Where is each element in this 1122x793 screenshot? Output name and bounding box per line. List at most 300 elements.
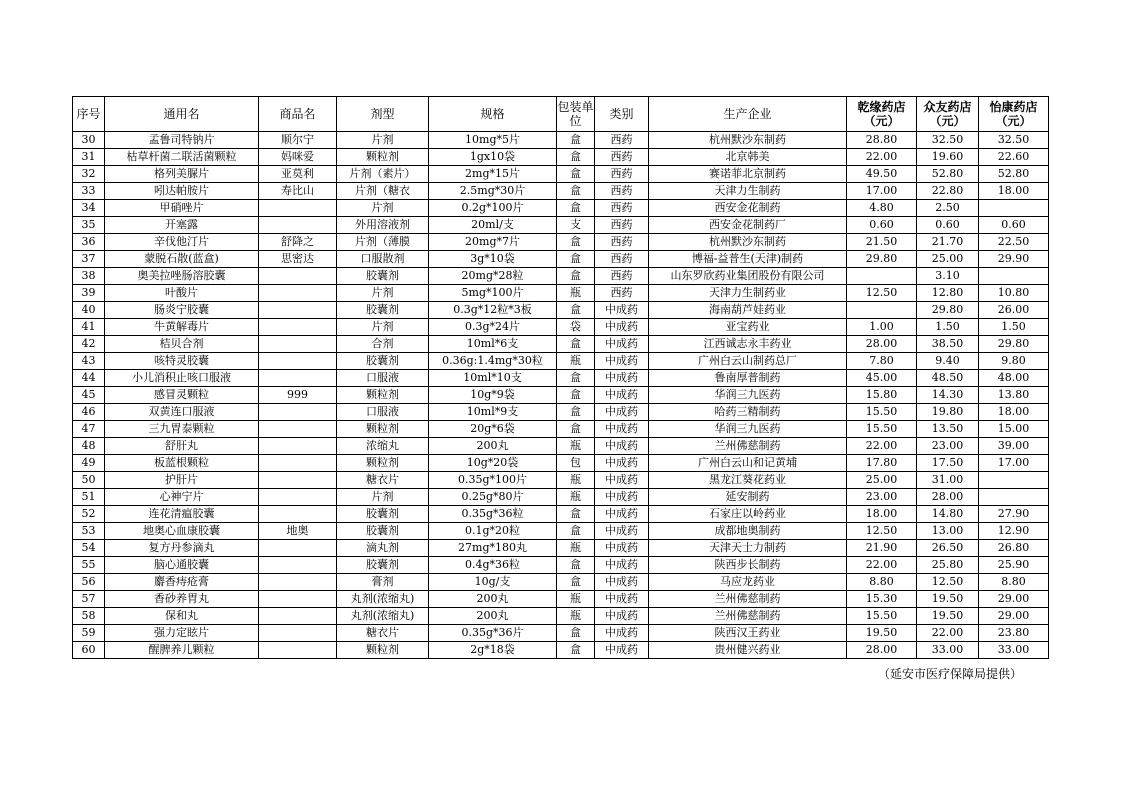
seq-cell: 56 <box>73 574 105 591</box>
table-row <box>73 268 1049 285</box>
dosage-form-cell: 浓缩丸 <box>337 438 429 455</box>
price-zhongyou-cell: 19.50 <box>917 591 979 608</box>
spec-cell: 10ml*6支 <box>429 336 557 353</box>
price-qianyuan-cell: 22.00 <box>847 438 917 455</box>
dosage-form-cell: 颗粒剂 <box>337 455 429 472</box>
dosage-form-cell: 片剂 <box>337 132 429 149</box>
price-qianyuan-cell: 18.00 <box>847 506 917 523</box>
manufacturer-cell: 北京韩美 <box>649 149 847 166</box>
trade-name-cell: 地奥 <box>259 523 337 540</box>
manufacturer-cell: 黑龙江葵花药业 <box>649 472 847 489</box>
dosage-form-cell: 丸剂(浓缩丸) <box>337 608 429 625</box>
manufacturer-cell: 江西诚志永丰药业 <box>649 336 847 353</box>
seq-cell: 54 <box>73 540 105 557</box>
price-qianyuan-cell: 29.80 <box>847 251 917 268</box>
dosage-form-cell: 糖衣片 <box>337 472 429 489</box>
store-zhongyou-unit: （元） <box>929 114 966 128</box>
price-qianyuan-cell: 15.50 <box>847 404 917 421</box>
price-qianyuan-cell: 23.00 <box>847 489 917 506</box>
spec-cell: 0.1g*20粒 <box>429 523 557 540</box>
table-row <box>73 557 1049 574</box>
trade-name-cell <box>259 404 337 421</box>
table-row <box>73 540 1049 557</box>
header-pack-unit: 包装单位 <box>557 97 595 132</box>
table-row <box>73 625 1049 642</box>
dosage-form-cell: 片剂 <box>337 489 429 506</box>
manufacturer-cell: 广州白云山和记黄埔 <box>649 455 847 472</box>
trade-name-cell: 寿比山 <box>259 183 337 200</box>
table-row <box>73 336 1049 353</box>
spec-cell: 0.36g:1.4mg*30粒 <box>429 353 557 370</box>
manufacturer-cell: 海南葫芦娃药业 <box>649 302 847 319</box>
seq-cell: 44 <box>73 370 105 387</box>
dosage-form-cell: 口服液 <box>337 370 429 387</box>
drug-price-table <box>72 96 1049 659</box>
table-row <box>73 353 1049 370</box>
table-row <box>73 200 1049 217</box>
pack-unit-cell: 盒 <box>557 404 595 421</box>
price-zhongyou-cell: 12.50 <box>917 574 979 591</box>
price-zhongyou-cell: 14.80 <box>917 506 979 523</box>
generic-name-cell: 枯草杆菌二联活菌颗粒 <box>105 149 259 166</box>
table-row <box>73 455 1049 472</box>
store-qianyuan-unit: （元） <box>863 114 900 128</box>
pack-unit-cell: 盒 <box>557 506 595 523</box>
category-cell: 中成药 <box>595 404 649 421</box>
price-yikang-cell <box>979 472 1049 489</box>
manufacturer-cell: 西安金花制药厂 <box>649 217 847 234</box>
spec-cell: 10mg*5片 <box>429 132 557 149</box>
price-yikang-cell: 1.50 <box>979 319 1049 336</box>
category-cell: 中成药 <box>595 591 649 608</box>
pack-unit-cell: 瓶 <box>557 591 595 608</box>
price-yikang-cell <box>979 489 1049 506</box>
seq-cell: 50 <box>73 472 105 489</box>
store-yikang-label: 怡康药店 <box>989 100 1038 114</box>
price-qianyuan-cell: 12.50 <box>847 285 917 302</box>
generic-name-cell: 香砂养胃丸 <box>105 591 259 608</box>
pack-unit-cell: 盒 <box>557 336 595 353</box>
pack-unit-cell: 瓶 <box>557 608 595 625</box>
table-body <box>73 132 1049 659</box>
manufacturer-cell: 博福-益普生(天津)制药 <box>649 251 847 268</box>
table-row <box>73 149 1049 166</box>
category-cell: 中成药 <box>595 336 649 353</box>
price-zhongyou-cell: 33.00 <box>917 642 979 659</box>
category-cell: 中成药 <box>595 642 649 659</box>
spec-cell: 20mg*28粒 <box>429 268 557 285</box>
table-row <box>73 404 1049 421</box>
generic-name-cell: 板蓝根颗粒 <box>105 455 259 472</box>
pack-unit-cell: 盒 <box>557 574 595 591</box>
price-zhongyou-cell: 29.80 <box>917 302 979 319</box>
manufacturer-cell: 兰州佛慈制药 <box>649 438 847 455</box>
seq-cell: 46 <box>73 404 105 421</box>
price-qianyuan-cell <box>847 302 917 319</box>
manufacturer-cell: 广州白云山制药总厂 <box>649 353 847 370</box>
generic-name-cell: 桔贝合剂 <box>105 336 259 353</box>
seq-cell: 33 <box>73 183 105 200</box>
pack-unit-cell: 盒 <box>557 166 595 183</box>
pack-unit-cell: 盒 <box>557 302 595 319</box>
generic-name-cell: 麝香痔疮膏 <box>105 574 259 591</box>
pack-unit-cell: 盒 <box>557 268 595 285</box>
price-yikang-cell: 52.80 <box>979 166 1049 183</box>
pack-unit-cell: 瓶 <box>557 353 595 370</box>
seq-cell: 53 <box>73 523 105 540</box>
spec-cell: 5mg*100片 <box>429 285 557 302</box>
dosage-form-cell: 胶囊剂 <box>337 353 429 370</box>
spec-cell: 20mg*7片 <box>429 234 557 251</box>
header-store-yikang <box>979 97 1049 132</box>
price-yikang-cell: 26.00 <box>979 302 1049 319</box>
dosage-form-cell: 胶囊剂 <box>337 506 429 523</box>
dosage-form-cell: 片剂（薄膜 <box>337 234 429 251</box>
seq-cell: 41 <box>73 319 105 336</box>
price-zhongyou-cell: 21.70 <box>917 234 979 251</box>
trade-name-cell <box>259 370 337 387</box>
price-qianyuan-cell: 25.00 <box>847 472 917 489</box>
price-zhongyou-cell: 14.30 <box>917 387 979 404</box>
trade-name-cell <box>259 302 337 319</box>
dosage-form-cell: 胶囊剂 <box>337 302 429 319</box>
trade-name-cell <box>259 642 337 659</box>
dosage-form-cell: 颗粒剂 <box>337 149 429 166</box>
spec-cell: 3g*10袋 <box>429 251 557 268</box>
dosage-form-cell: 糖衣片 <box>337 625 429 642</box>
pack-unit-cell: 盒 <box>557 200 595 217</box>
trade-name-cell: 妈咪爱 <box>259 149 337 166</box>
table-row <box>73 370 1049 387</box>
manufacturer-cell: 西安金花制药 <box>649 200 847 217</box>
price-zhongyou-cell: 22.80 <box>917 183 979 200</box>
pack-unit-cell: 盒 <box>557 251 595 268</box>
seq-cell: 47 <box>73 421 105 438</box>
dosage-form-cell: 口服液 <box>337 404 429 421</box>
manufacturer-cell: 鲁南厚普制药 <box>649 370 847 387</box>
table-row <box>73 608 1049 625</box>
price-yikang-cell: 29.00 <box>979 608 1049 625</box>
manufacturer-cell: 哈药三精制药 <box>649 404 847 421</box>
price-yikang-cell: 25.90 <box>979 557 1049 574</box>
trade-name-cell <box>259 591 337 608</box>
price-yikang-cell: 22.60 <box>979 149 1049 166</box>
price-qianyuan-cell: 17.00 <box>847 183 917 200</box>
price-yikang-cell: 15.00 <box>979 421 1049 438</box>
seq-cell: 48 <box>73 438 105 455</box>
price-yikang-cell: 29.90 <box>979 251 1049 268</box>
seq-cell: 51 <box>73 489 105 506</box>
generic-name-cell: 舒肝丸 <box>105 438 259 455</box>
category-cell: 中成药 <box>595 353 649 370</box>
pack-unit-cell: 盒 <box>557 625 595 642</box>
store-yikang-unit: （元） <box>995 114 1032 128</box>
header-store-qianyuan <box>847 97 917 132</box>
trade-name-cell <box>259 268 337 285</box>
trade-name-cell <box>259 336 337 353</box>
price-zhongyou-cell: 1.50 <box>917 319 979 336</box>
manufacturer-cell: 石家庄以岭药业 <box>649 506 847 523</box>
trade-name-cell <box>259 421 337 438</box>
price-zhongyou-cell: 28.00 <box>917 489 979 506</box>
spec-cell: 200丸 <box>429 591 557 608</box>
trade-name-cell <box>259 455 337 472</box>
spec-cell: 0.35g*36粒 <box>429 506 557 523</box>
generic-name-cell: 叶酸片 <box>105 285 259 302</box>
generic-name-cell: 双黄连口服液 <box>105 404 259 421</box>
table-row <box>73 217 1049 234</box>
price-yikang-cell: 29.00 <box>979 591 1049 608</box>
seq-cell: 32 <box>73 166 105 183</box>
category-cell: 中成药 <box>595 472 649 489</box>
trade-name-cell: 亚莫利 <box>259 166 337 183</box>
dosage-form-cell: 颗粒剂 <box>337 642 429 659</box>
header-row <box>73 97 1049 132</box>
seq-cell: 58 <box>73 608 105 625</box>
price-qianyuan-cell <box>847 268 917 285</box>
pack-unit-cell: 盒 <box>557 557 595 574</box>
price-zhongyou-cell: 31.00 <box>917 472 979 489</box>
generic-name-cell: 吲达帕胺片 <box>105 183 259 200</box>
price-qianyuan-cell: 12.50 <box>847 523 917 540</box>
price-zhongyou-cell: 19.60 <box>917 149 979 166</box>
dosage-form-cell: 胶囊剂 <box>337 523 429 540</box>
seq-cell: 35 <box>73 217 105 234</box>
pack-unit-cell: 盒 <box>557 149 595 166</box>
header-category: 类别 <box>595 97 649 132</box>
table-row <box>73 506 1049 523</box>
seq-cell: 36 <box>73 234 105 251</box>
category-cell: 中成药 <box>595 319 649 336</box>
price-zhongyou-cell: 48.50 <box>917 370 979 387</box>
price-zhongyou-cell: 52.80 <box>917 166 979 183</box>
generic-name-cell: 蒙脱石散(蓝盒) <box>105 251 259 268</box>
category-cell: 中成药 <box>595 387 649 404</box>
price-yikang-cell: 48.00 <box>979 370 1049 387</box>
category-cell: 中成药 <box>595 302 649 319</box>
price-qianyuan-cell: 0.60 <box>847 217 917 234</box>
header-spec: 规格 <box>429 97 557 132</box>
category-cell: 中成药 <box>595 370 649 387</box>
pack-unit-cell: 盒 <box>557 421 595 438</box>
dosage-form-cell: 片剂（素片） <box>337 166 429 183</box>
trade-name-cell <box>259 506 337 523</box>
trade-name-cell <box>259 625 337 642</box>
price-qianyuan-cell: 21.90 <box>847 540 917 557</box>
table-row <box>73 387 1049 404</box>
dosage-form-cell: 片剂（糖衣 <box>337 183 429 200</box>
trade-name-cell <box>259 200 337 217</box>
pack-unit-cell: 盒 <box>557 370 595 387</box>
spec-cell: 27mg*180丸 <box>429 540 557 557</box>
generic-name-cell: 格列美脲片 <box>105 166 259 183</box>
generic-name-cell: 心神宁片 <box>105 489 259 506</box>
table-row <box>73 574 1049 591</box>
spec-cell: 10g*20袋 <box>429 455 557 472</box>
manufacturer-cell: 天津力生制药 <box>649 183 847 200</box>
spec-cell: 2.5mg*30片 <box>429 183 557 200</box>
generic-name-cell: 地奥心血康胶囊 <box>105 523 259 540</box>
pack-unit-cell: 盒 <box>557 642 595 659</box>
seq-cell: 55 <box>73 557 105 574</box>
category-cell: 中成药 <box>595 540 649 557</box>
price-qianyuan-cell: 19.50 <box>847 625 917 642</box>
price-qianyuan-cell: 15.30 <box>847 591 917 608</box>
table-row <box>73 132 1049 149</box>
category-cell: 西药 <box>595 183 649 200</box>
seq-cell: 45 <box>73 387 105 404</box>
dosage-form-cell: 丸剂(浓缩丸) <box>337 591 429 608</box>
manufacturer-cell: 天津天士力制药 <box>649 540 847 557</box>
price-yikang-cell: 13.80 <box>979 387 1049 404</box>
price-zhongyou-cell: 17.50 <box>917 455 979 472</box>
trade-name-cell <box>259 217 337 234</box>
pack-unit-cell: 袋 <box>557 319 595 336</box>
price-yikang-cell: 22.50 <box>979 234 1049 251</box>
category-cell: 西药 <box>595 285 649 302</box>
pack-unit-cell: 瓶 <box>557 472 595 489</box>
pack-unit-cell: 盒 <box>557 523 595 540</box>
price-yikang-cell <box>979 268 1049 285</box>
spec-cell: 20ml/支 <box>429 217 557 234</box>
price-qianyuan-cell: 17.80 <box>847 455 917 472</box>
table-row <box>73 489 1049 506</box>
seq-cell: 31 <box>73 149 105 166</box>
price-yikang-cell: 33.00 <box>979 642 1049 659</box>
generic-name-cell: 醒脾养儿颗粒 <box>105 642 259 659</box>
manufacturer-cell: 华润三九医药 <box>649 387 847 404</box>
price-zhongyou-cell: 13.00 <box>917 523 979 540</box>
spec-cell: 1gx10袋 <box>429 149 557 166</box>
price-zhongyou-cell: 19.50 <box>917 608 979 625</box>
header-generic-name: 通用名 <box>105 97 259 132</box>
price-zhongyou-cell: 38.50 <box>917 336 979 353</box>
price-qianyuan-cell: 1.00 <box>847 319 917 336</box>
price-zhongyou-cell: 9.40 <box>917 353 979 370</box>
generic-name-cell: 护肝片 <box>105 472 259 489</box>
price-zhongyou-cell: 2.50 <box>917 200 979 217</box>
dosage-form-cell: 口服散剂 <box>337 251 429 268</box>
dosage-form-cell: 滴丸剂 <box>337 540 429 557</box>
price-qianyuan-cell: 15.80 <box>847 387 917 404</box>
header-store-zhongyou <box>917 97 979 132</box>
price-qianyuan-cell: 45.00 <box>847 370 917 387</box>
spec-cell: 2mg*15片 <box>429 166 557 183</box>
generic-name-cell: 连花清瘟胶囊 <box>105 506 259 523</box>
category-cell: 中成药 <box>595 489 649 506</box>
generic-name-cell: 强力定眩片 <box>105 625 259 642</box>
price-zhongyou-cell: 3.10 <box>917 268 979 285</box>
category-cell: 中成药 <box>595 523 649 540</box>
trade-name-cell <box>259 574 337 591</box>
seq-cell: 49 <box>73 455 105 472</box>
price-yikang-cell: 39.00 <box>979 438 1049 455</box>
spec-cell: 0.35g*100片 <box>429 472 557 489</box>
manufacturer-cell: 杭州默沙东制药 <box>649 234 847 251</box>
generic-name-cell: 肠炎宁胶囊 <box>105 302 259 319</box>
category-cell: 西药 <box>595 251 649 268</box>
trade-name-cell <box>259 540 337 557</box>
seq-cell: 30 <box>73 132 105 149</box>
price-qianyuan-cell: 21.50 <box>847 234 917 251</box>
price-zhongyou-cell: 23.00 <box>917 438 979 455</box>
table-row <box>73 421 1049 438</box>
trade-name-cell <box>259 557 337 574</box>
trade-name-cell: 思密达 <box>259 251 337 268</box>
price-yikang-cell: 10.80 <box>979 285 1049 302</box>
seq-cell: 57 <box>73 591 105 608</box>
seq-cell: 42 <box>73 336 105 353</box>
manufacturer-cell: 兰州佛慈制药 <box>649 608 847 625</box>
table-row <box>73 642 1049 659</box>
price-qianyuan-cell: 7.80 <box>847 353 917 370</box>
price-yikang-cell: 32.50 <box>979 132 1049 149</box>
seq-cell: 59 <box>73 625 105 642</box>
price-zhongyou-cell: 25.80 <box>917 557 979 574</box>
price-qianyuan-cell: 15.50 <box>847 608 917 625</box>
generic-name-cell: 小儿消积止咳口服液 <box>105 370 259 387</box>
header-trade-name: 商品名 <box>259 97 337 132</box>
price-zhongyou-cell: 19.80 <box>917 404 979 421</box>
pack-unit-cell: 瓶 <box>557 489 595 506</box>
table-row <box>73 234 1049 251</box>
pack-unit-cell: 包 <box>557 455 595 472</box>
pack-unit-cell: 瓶 <box>557 285 595 302</box>
category-cell: 西药 <box>595 234 649 251</box>
generic-name-cell: 开塞露 <box>105 217 259 234</box>
spec-cell: 10g/支 <box>429 574 557 591</box>
manufacturer-cell: 贵州健兴药业 <box>649 642 847 659</box>
manufacturer-cell: 亚宝药业 <box>649 319 847 336</box>
spec-cell: 0.2g*100片 <box>429 200 557 217</box>
generic-name-cell: 牛黄解毒片 <box>105 319 259 336</box>
seq-cell: 60 <box>73 642 105 659</box>
dosage-form-cell: 颗粒剂 <box>337 421 429 438</box>
price-yikang-cell <box>979 200 1049 217</box>
generic-name-cell: 咳特灵胶囊 <box>105 353 259 370</box>
price-zhongyou-cell: 13.50 <box>917 421 979 438</box>
generic-name-cell: 感冒灵颗粒 <box>105 387 259 404</box>
price-qianyuan-cell: 28.00 <box>847 336 917 353</box>
spec-cell: 0.3g*12粒*3板 <box>429 302 557 319</box>
pack-unit-cell: 瓶 <box>557 438 595 455</box>
table-row <box>73 166 1049 183</box>
pack-unit-cell: 盒 <box>557 132 595 149</box>
pack-unit-cell: 盒 <box>557 183 595 200</box>
trade-name-cell <box>259 489 337 506</box>
dosage-form-cell: 颗粒剂 <box>337 387 429 404</box>
trade-name-cell <box>259 353 337 370</box>
category-cell: 西药 <box>595 217 649 234</box>
category-cell: 西药 <box>595 132 649 149</box>
pack-unit-cell: 瓶 <box>557 540 595 557</box>
dosage-form-cell: 外用溶液剂 <box>337 217 429 234</box>
pack-unit-cell: 支 <box>557 217 595 234</box>
generic-name-cell: 保和丸 <box>105 608 259 625</box>
price-yikang-cell: 0.60 <box>979 217 1049 234</box>
manufacturer-cell: 成都地奥制药 <box>649 523 847 540</box>
trade-name-cell <box>259 438 337 455</box>
trade-name-cell: 顺尔宁 <box>259 132 337 149</box>
store-qianyuan-label: 乾缘药店 <box>857 100 906 114</box>
price-zhongyou-cell: 0.60 <box>917 217 979 234</box>
price-qianyuan-cell: 28.00 <box>847 642 917 659</box>
manufacturer-cell: 陕西步长制药 <box>649 557 847 574</box>
manufacturer-cell: 杭州默沙东制药 <box>649 132 847 149</box>
table-row <box>73 523 1049 540</box>
category-cell: 中成药 <box>595 455 649 472</box>
manufacturer-cell: 兰州佛慈制药 <box>649 591 847 608</box>
